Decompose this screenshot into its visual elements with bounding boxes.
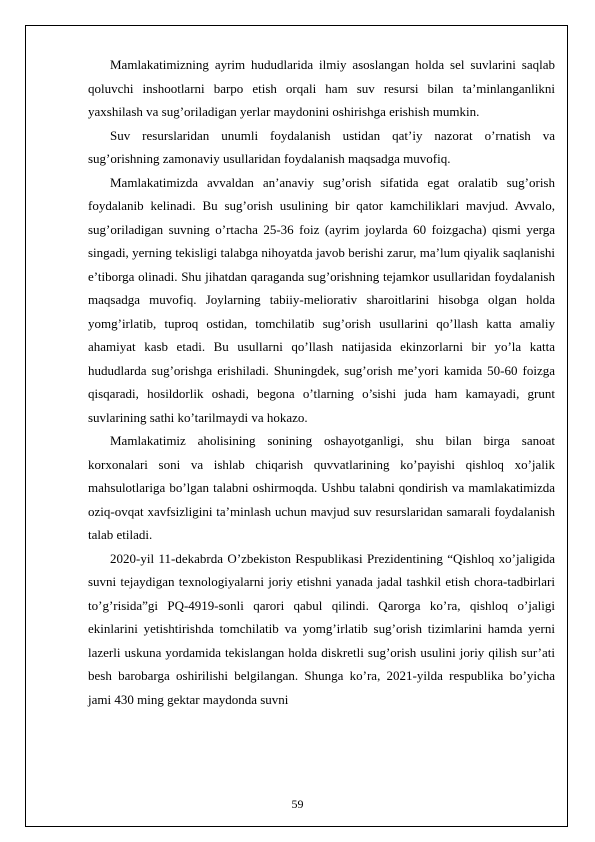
body-text — [88, 53, 555, 711]
paragraph: Mamlakatimizda avvaldan an’anaviy sug’orish sifatida egat oralatib sug’orish foydalanib kelinadi. Bu sug’orish usulining bir qator kamchiliklari mavjud. Avvalo, sug’oriladigan suvning o’rtacha 25-36 foiz (ayrim joylarda 60 foizgacha) qismi yerga singadi, yerning tekisligi talabga nihoyatda javob berishi zarur, ma’lum qiyalik saqlanishi e’tiborga olinadi. Shu jihatdan qaraganda sug’orishning tejamkor usullaridan foydalanish maqsadga muvofiq. Joylarning tabiiy-meliorativ sharoitlarini hisobga olgan holda yomg’irlatib, tuproq ostidan, tomchilatib sug’orish usullarini qo’llash katta amaliy ahamiyat kasb etadi. Bu usullarni qo’llash natijasida ekinzorlarni bir yo’la katta hududlarda sug’orishga erishiladi. Shuningdek, sug’orish me’yori kamida 50-60 foizga qisqaradi, hosildorlik oshadi, begona o’tlarning o’sishi juda ham kamayadi, grunt suvlarining sathi ko’tarilmaydi va hokazo. — [88, 174, 555, 425]
paragraph: Suv resurslaridan unumli foydalanish ustidan qat’iy nazorat o’rnatish va sug’orishning zamonaviy usullaridan foydalanish maqsadga muvofiq. — [88, 127, 555, 166]
page-number: 59 — [291, 797, 304, 811]
paragraph: 2020-yil 11-dekabrda O’zbekiston Respublikasi Prezidentining “Qishloq xo’jaligida suvni tejaydigan texnologiyalarni joriy etishni yanada jadal tashkil etish chora-tadbirlari to’g’risida”gi PQ-4919-sonli qarori qabul qilindi. Qarorga ko’ra, qishloq o’jaligi ekinlarini yetishtirishda tomchilatib va yomg’irlatib sug’orish tizimlarini hamda yerni lazerli uskuna yordamida tekislangan holda diskretli sug’orish usulini joriy qilish sur’ati besh barobarga oshirilishi belgilangan. Shunga ko’ra, 2021-yilda respublika bo’yicha jami 430 ming gektar maydonda suvni — [88, 550, 555, 707]
paragraph: Mamlakatimizning ayrim hududlarida ilmiy asoslangan holda sel suvlarini saqlab qoluvchi inshootlarni barpo etish orqali ham suv resursi bilan ta’minlanganlikni yaxshilash va sug’oriladigan yerlar maydonini oshirishga erishish mumkin. — [88, 57, 555, 119]
paragraph: Mamlakatimiz aholisining sonining oshayotganligi, shu bilan birga sanoat korxonalari soni va ishlab chiqarish quvvatlarining ko’payishi qishloq xo’jalik mahsulotlariga bo’lgan talabni oshirmoqda. Ushbu talabni qondirish va mamlakatimizda oziq-ovqat xavfsizligini ta’minlash uchun mavjud suv resurslaridan samarali foydalanish talab etiladi. — [88, 433, 555, 542]
